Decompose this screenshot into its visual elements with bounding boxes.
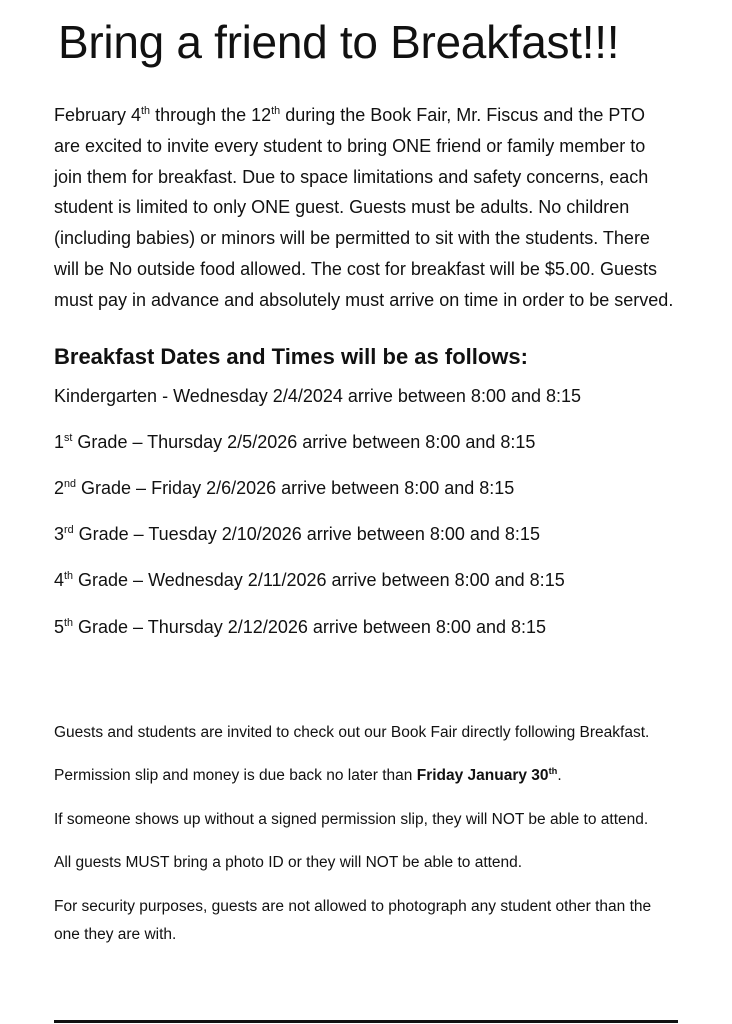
deadline-date-suffix: th [548, 766, 558, 777]
schedule-grade: 1 [54, 431, 65, 452]
permission-note: If someone shows up without a signed permission slip, they will NOT be able to attend. [54, 810, 649, 828]
intro-paragraph [54, 100, 674, 316]
schedule-item [54, 476, 680, 522]
schedule-ordinal: th [64, 616, 74, 629]
schedule-rest: Grade – Wednesday 2/11/2026 arrive between 8:00 and 8:15 [73, 570, 565, 591]
photo-id-note: All guests MUST bring a photo ID or they will NOT be able to attend. [54, 854, 523, 872]
schedule-ordinal: rd [64, 524, 74, 537]
deadline-prefix: Permission slip and money is due back no later than [54, 767, 417, 785]
schedule-list [54, 384, 680, 661]
intro-through: through the 12 [150, 105, 272, 125]
schedule-rest: Grade – Thursday 2/5/2026 arrive between 8:00 and 8:15 [72, 431, 536, 452]
intro-date-end-suffix: th [271, 105, 281, 117]
schedule-item [54, 430, 680, 476]
schedule-rest: Grade – Tuesday 2/10/2026 arrive between 8:00 and 8:15 [73, 524, 540, 545]
schedule-rest: Grade – Thursday 2/12/2026 arrive between 8:00 and 8:15 [73, 616, 547, 637]
schedule-grade: 5 [54, 616, 65, 637]
flyer-page [54, 0, 680, 965]
schedule-ordinal: st [64, 431, 73, 444]
security-note: For security purposes, guests are not allowed to photograph any student other than the one they are with. [54, 897, 652, 944]
schedule-item [54, 384, 680, 430]
schedule-ordinal: nd [64, 477, 77, 490]
schedule-item [54, 615, 680, 661]
deadline-end: . [557, 767, 562, 785]
intro-body: during the Book Fair, Mr. Fiscus and the PTO are excited to invite every student to bring ONE friend or family member to join them for breakfast. Due to space limitations and safety concerns, each student is limited to only ONE guest. Guests must be adults. No children (including babies) or minors will be permitted to sit with the students. There will be No outside food allowed. The cost for breakfast will be $5.00. Guests must pay in advance and absolutely must arrive on time in order to be served. [54, 105, 674, 310]
schedule-grade: 3 [54, 524, 65, 545]
deadline-note [54, 762, 680, 791]
schedule-rest: Grade – Friday 2/6/2026 arrive between 8:00 and 8:15 [76, 477, 515, 498]
bottom-divider [54, 1020, 678, 1023]
schedule-item [54, 522, 680, 568]
flyer-title: Bring a friend to Breakfast!!! [58, 16, 620, 68]
schedule-grade: 4 [54, 570, 65, 591]
notes-section [54, 719, 680, 950]
schedule-heading: Breakfast Dates and Times will be as follows: [54, 343, 528, 369]
intro-date-start-suffix: th [141, 105, 151, 117]
intro-date-start: February 4 [54, 105, 142, 125]
schedule-ordinal: th [64, 570, 74, 583]
schedule-grade: Kindergarten [54, 385, 158, 406]
book-fair-note: Guests and students are invited to check out our Book Fair directly following Breakfast. [54, 723, 650, 741]
schedule-item [54, 568, 680, 614]
schedule-rest: - Wednesday 2/4/2024 arrive between 8:00 and 8:15 [157, 385, 582, 406]
schedule-grade: 2 [54, 477, 65, 498]
deadline-date [417, 767, 558, 784]
deadline-date-text: Friday January 30 [416, 767, 549, 785]
